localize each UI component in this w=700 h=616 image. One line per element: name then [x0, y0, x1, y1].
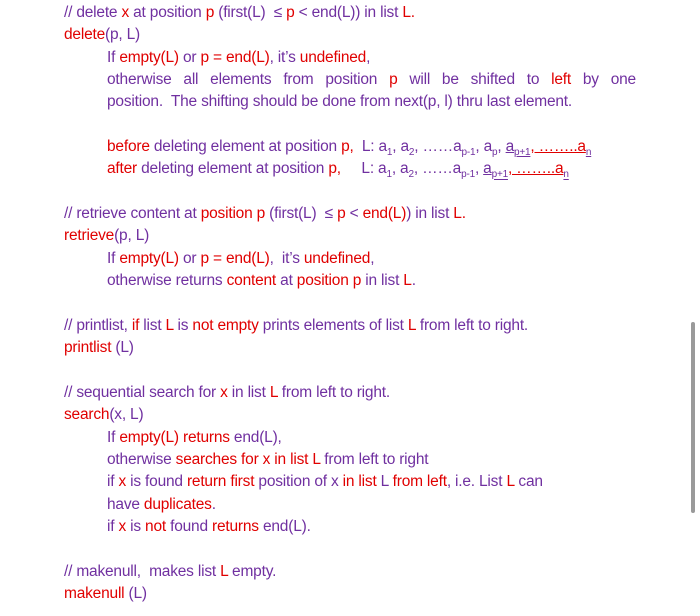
text-segment: L	[376, 473, 393, 491]
text-segment: if	[107, 517, 119, 535]
text-segment: If	[107, 48, 120, 66]
text-segment: can	[514, 473, 543, 491]
text-segment: // sequential search for	[64, 383, 221, 401]
subscript-text: p+1	[514, 147, 531, 159]
text-segment: L.	[453, 205, 466, 223]
text-segment: L.	[402, 4, 415, 21]
subscript-text: p+1	[491, 169, 508, 181]
text-segment: otherwise returns	[107, 272, 227, 290]
text-segment: in list	[227, 383, 270, 401]
text-segment: searches for x in list L	[175, 450, 321, 468]
text-segment: x	[220, 383, 228, 401]
blank-line	[64, 360, 644, 382]
text-segment: L	[269, 383, 278, 401]
text-line	[64, 91, 644, 113]
text-segment: p = end(L)	[200, 48, 270, 66]
text-segment: deleting element at position	[137, 160, 329, 178]
text-segment: p	[286, 4, 295, 21]
text-segment: position p	[296, 272, 362, 290]
text-segment: content	[226, 272, 277, 290]
text-segment: p	[337, 205, 346, 223]
text-segment: , ……..a	[530, 138, 586, 156]
text-line	[64, 225, 644, 247]
text-segment: (first(L) ≤	[214, 4, 287, 21]
text-segment: L: a	[340, 160, 387, 178]
text-line	[64, 315, 644, 337]
blank-line	[64, 538, 644, 560]
subscript-text: p-1	[461, 147, 476, 159]
text-line	[64, 494, 644, 516]
text-segment: L	[403, 272, 412, 290]
subscript-text: 2	[408, 169, 414, 181]
text-segment: a	[505, 138, 515, 156]
text-segment: (first(L) ≤	[265, 205, 338, 223]
text-segment: // makenull, makes list	[64, 562, 221, 580]
text-segment: (p, L)	[105, 26, 141, 44]
text-segment: returns	[212, 517, 259, 535]
text-line	[64, 158, 644, 180]
text-segment: otherwise	[107, 450, 176, 468]
text-line	[64, 24, 644, 46]
text-segment: // retrieve content at	[64, 205, 201, 223]
text-segment: position p	[200, 205, 266, 223]
text-segment: , i.e. List	[446, 473, 507, 491]
text-line	[64, 47, 644, 69]
text-segment: by one	[571, 71, 636, 89]
text-segment: ,	[474, 160, 484, 178]
text-line	[64, 270, 644, 292]
text-segment: have	[107, 495, 144, 513]
subscript-text: n	[563, 169, 569, 181]
text-segment: prints elements of list	[258, 316, 408, 334]
subscript-text: p-1	[461, 169, 475, 181]
text-segment: at	[276, 272, 297, 290]
text-line	[64, 561, 644, 583]
text-segment: position of x	[254, 473, 343, 491]
text-segment: end(L)	[362, 205, 407, 223]
text-segment: from left to right.	[415, 316, 529, 334]
text-segment: empty(L) returns	[119, 428, 230, 446]
text-segment: from left to right.	[277, 383, 390, 401]
text-segment: .	[411, 272, 416, 290]
text-segment: not	[145, 517, 166, 535]
text-line	[64, 337, 644, 359]
text-line	[64, 449, 644, 471]
text-segment: otherwise all elements from position	[107, 71, 390, 89]
text-segment: ,	[497, 138, 506, 156]
text-segment: deleting element at position	[149, 138, 342, 156]
text-segment: L: a	[353, 138, 387, 156]
text-line	[64, 427, 644, 449]
text-segment: , ……a	[414, 138, 462, 156]
text-segment: , a	[475, 138, 493, 156]
text-segment: if	[107, 473, 119, 491]
subscript-text: 2	[408, 147, 415, 159]
text-segment: x	[118, 473, 127, 491]
text-segment: left	[551, 71, 572, 89]
text-segment: // delete	[64, 4, 122, 21]
text-segment: if	[131, 316, 140, 334]
text-segment: in list	[361, 272, 404, 290]
text-segment: empty(L)	[119, 48, 179, 66]
text-segment: p = end(L)	[200, 249, 270, 267]
text-segment: makenull	[64, 584, 125, 602]
blank-line	[64, 114, 644, 136]
subscript-text: 1	[386, 147, 393, 159]
text-segment: L	[506, 473, 515, 491]
text-segment: < end(L)) in list	[294, 4, 403, 21]
text-segment: will be shifted to	[397, 71, 552, 89]
text-segment: found	[166, 517, 213, 535]
text-segment: .	[211, 495, 216, 513]
text-segment: or	[178, 249, 201, 267]
text-segment: If	[107, 428, 120, 446]
text-segment: x	[121, 4, 130, 21]
text-segment: ,	[366, 48, 371, 66]
text-segment: is	[126, 517, 146, 535]
text-segment: <	[345, 205, 363, 223]
text-segment: x	[118, 517, 127, 535]
text-segment: from left	[392, 473, 447, 491]
text-segment: printlist	[64, 339, 112, 357]
text-segment: not empty	[192, 316, 259, 334]
text-segment: empty(L)	[119, 249, 179, 267]
subscript-text: p	[492, 147, 498, 159]
text-segment: empty.	[227, 562, 277, 580]
text-segment: is found	[126, 473, 187, 491]
text-segment: is	[173, 316, 193, 334]
text-line	[64, 203, 644, 225]
text-segment: undefined	[299, 48, 367, 66]
text-segment: (p, L)	[114, 227, 150, 245]
text-line	[64, 136, 644, 158]
text-line	[64, 2, 644, 24]
text-segment: delete	[64, 26, 106, 44]
text-segment: position. The shifting should be done from next(p, l) thru last element.	[107, 93, 573, 111]
subscript-text: 1	[386, 169, 392, 181]
text-segment: (L)	[124, 584, 147, 602]
text-line	[64, 69, 636, 91]
text-segment: // printlist,	[64, 316, 132, 334]
text-segment: , it’s	[269, 249, 304, 267]
vertical-scrollbar[interactable]	[691, 322, 695, 513]
blank-line	[64, 181, 644, 203]
document-body	[64, 2, 644, 605]
text-segment: duplicates	[143, 495, 212, 513]
text-segment: a	[483, 160, 492, 178]
text-segment: p,	[328, 160, 341, 178]
text-segment: ) in list	[406, 205, 454, 223]
text-segment: If	[107, 249, 120, 267]
text-segment: after	[107, 160, 138, 178]
text-segment: ,	[370, 249, 375, 267]
text-segment: end(L),	[229, 428, 282, 446]
text-segment: retrieve	[64, 227, 115, 245]
text-segment: or	[178, 48, 201, 66]
text-segment: (x, L)	[109, 406, 144, 424]
text-segment: p	[205, 4, 215, 21]
text-segment: before	[107, 138, 150, 156]
text-segment: in list	[342, 473, 377, 491]
text-line	[64, 248, 644, 270]
text-segment: L	[220, 562, 228, 580]
blank-line	[64, 292, 644, 314]
subscript-text: n	[585, 147, 592, 159]
text-segment: p,	[341, 138, 354, 156]
text-segment: list	[139, 316, 166, 334]
text-line	[64, 404, 644, 426]
text-line	[64, 382, 644, 404]
text-line	[64, 471, 644, 493]
text-segment: , a	[391, 160, 409, 178]
text-segment: p	[389, 71, 398, 89]
text-segment: L	[165, 316, 174, 334]
text-segment: undefined	[303, 249, 371, 267]
text-segment: L	[407, 316, 416, 334]
text-line	[64, 583, 644, 605]
text-segment: return first	[186, 473, 255, 491]
text-segment: search	[64, 406, 110, 424]
text-segment: , ……a	[413, 160, 462, 178]
text-segment: , a	[392, 138, 409, 156]
text-segment: , it’s	[269, 48, 300, 66]
text-segment: end(L).	[258, 517, 311, 535]
text-segment: (L)	[111, 339, 134, 357]
text-segment: from left to right	[320, 450, 429, 468]
text-segment: at position	[129, 4, 206, 21]
text-segment: , ……..a	[507, 160, 564, 178]
text-line	[64, 516, 644, 538]
